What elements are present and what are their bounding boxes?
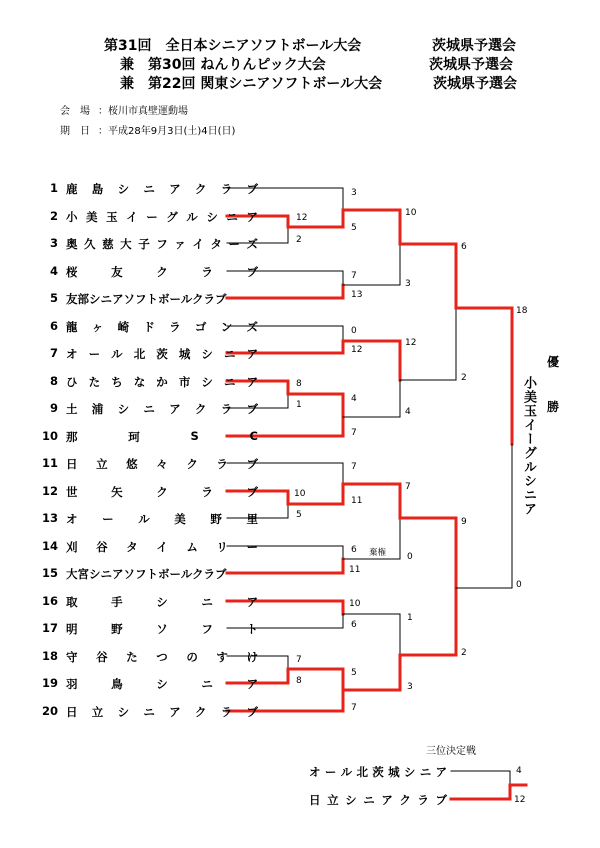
score-r2g-top: 5: [351, 668, 357, 678]
team-name: 友部シニアソフトボールクラブ: [66, 292, 227, 306]
score-r3b-bot: 4: [405, 407, 411, 417]
score-final-bot: 0: [516, 580, 522, 590]
team-name: ひ た ち な か 市 シ ニ ア: [66, 375, 258, 389]
score-final-top: 18: [516, 306, 528, 316]
score-r3d-bot: 3: [407, 682, 413, 692]
third-place-score-2: 12: [514, 795, 526, 805]
team-name: 日 立 悠 々 ク ラ ブ: [66, 457, 258, 471]
team-row-5: 5 友部シニアソフトボールクラブ: [40, 291, 230, 305]
title-line-1: 第31回 全日本シニアソフトボール大会: [104, 38, 362, 54]
title-line-1-region: 茨城県予選会: [432, 38, 516, 54]
team-row-11: 11 日 立 悠 々 ク ラ ブ: [41, 456, 258, 471]
team-name: 奥 久 慈 大 子 フ ァ イ タ ー ズ: [66, 237, 258, 251]
team-name: 土 浦 シ ニ ア ク ラ ブ: [66, 402, 258, 416]
team-row-2: 2 小 美 玉 イ ー グ ル シ ニ ア: [49, 209, 258, 224]
score-r2c-bot: 12: [351, 345, 363, 355]
score-r2a-bot: 5: [351, 223, 357, 233]
score-r2f-bot: 11: [349, 565, 361, 575]
score-g12-13-top: 10: [294, 489, 306, 499]
team-name: 日 立 シ ニ ア ク ラ ブ: [66, 705, 258, 719]
score-r3b-top: 12: [405, 338, 417, 348]
score-r2b-bot: 13: [351, 290, 363, 300]
score-r2g-bot: 7: [351, 703, 357, 713]
team-row-17: 17 明 野 ソ フ ト: [41, 621, 258, 636]
team-row-13: 13 オ ー ル 美 野 里: [41, 511, 258, 526]
score-g12-13-bot: 5: [296, 510, 302, 520]
team-row-20: 20 日 立 シ ニ ア ク ラ ブ: [41, 704, 258, 719]
date-label: 期 日: [60, 126, 90, 137]
team-row-9: 9 土 浦 シ ニ ア ク ラ ブ: [49, 401, 258, 416]
forfeit-note: 棄権: [369, 548, 387, 558]
team-name: 羽 鳥 シ ニ ア: [66, 677, 258, 691]
score-g18-19-top: 7: [296, 655, 302, 665]
third-place-team-2: 日 立 シ ニ ア ク ラ ブ: [309, 793, 447, 807]
title-line-3-region: 茨城県予選会: [433, 76, 517, 92]
team-name: オ ー ル 美 野 里: [66, 512, 258, 526]
score-r2d-top: 4: [351, 394, 357, 404]
score-g16-17-top: 10: [349, 599, 361, 609]
team-row-15: 15 大宮シニアソフトボールクラブ: [40, 566, 230, 580]
score-r2d-bot: 7: [351, 428, 357, 438]
team-name: 明 野 ソ フ ト: [66, 622, 258, 636]
score-g16-17-bot: 6: [351, 620, 357, 630]
team-name: 大宮シニアソフトボールクラブ: [66, 567, 227, 581]
score-sfa-top: 6: [461, 242, 467, 252]
team-name: 桜 友 ク ラ ブ: [66, 265, 258, 279]
team-row-12: 12 世 矢 ク ラ ブ: [41, 484, 258, 499]
score-r3c-top: 7: [405, 482, 411, 492]
score-sfb-bot: 2: [461, 648, 467, 658]
line-third-team-2: [451, 785, 510, 799]
team-name: 守 谷 た つ の す け: [66, 650, 258, 664]
team-row-18: 18 守 谷 た つ の す け: [41, 649, 258, 664]
team-row-3: 3 奥 久 慈 大 子 フ ァ イ タ ー ズ: [49, 236, 258, 251]
team-name: 那 珂 S C: [66, 429, 258, 444]
score-r2c-top: 0: [351, 326, 357, 336]
score-g2-3-bot: 2: [296, 235, 302, 245]
title-line-2-region: 茨城県予選会: [429, 57, 513, 73]
line-third-team-1: [451, 771, 510, 785]
title-line-2: 兼 第30回 ねんりんピック大会: [120, 57, 326, 73]
team-row-8: 8 ひ た ち な か 市 シ ニ ア: [49, 374, 258, 389]
team-row-10: 10 那 珂 S C: [41, 429, 258, 444]
team-name: 取 手 シ ニ ア: [66, 595, 258, 609]
team-name: 刈 谷 タ イ ム リ ー: [66, 540, 258, 554]
score-g8-9-top: 8: [296, 379, 302, 389]
team-name: 小 美 玉 イ ー グ ル シ ニ ア: [66, 210, 258, 224]
score-r3d-top: 1: [407, 613, 413, 623]
score-g8-9-bot: 1: [296, 400, 302, 410]
line-r3a-win: [400, 244, 456, 308]
third-place-team-1: オ ー ル 北 茨 城 シ ニ ア: [309, 765, 447, 779]
score-r2b-top: 7: [351, 271, 357, 281]
champion-label-2: 勝: [547, 400, 560, 414]
title-line-3: 兼 第22回 関東シニアソフトボール大会: [120, 76, 383, 92]
team-name: 鹿 島 シ ニ ア ク ラ ブ: [66, 182, 258, 196]
third-place-title: 三位決定戦: [426, 746, 476, 757]
team-row-16: 16 取 手 シ ニ ア: [41, 594, 258, 609]
score-r3c-bot: 0: [407, 552, 413, 562]
score-g18-19-bot: 8: [296, 676, 302, 686]
score-r2f-top: 6: [351, 545, 357, 555]
team-row-1: 1 鹿 島 シ ニ ア ク ラ ブ: [49, 181, 258, 196]
team-row-4: 4 桜 友 ク ラ ブ: [49, 264, 258, 279]
score-sfa-bot: 2: [461, 373, 467, 383]
score-g2-3-top: 12: [296, 213, 308, 223]
team-name: 龍 ヶ 崎 ド ラ ゴ ン ズ: [66, 320, 258, 334]
team-row-6: 6 龍 ヶ 崎 ド ラ ゴ ン ズ: [49, 319, 258, 334]
date-value: ：平成28年9月3日(土)4日(日): [98, 126, 236, 137]
score-r3a-top: 10: [405, 208, 417, 218]
team-row-7: 7 オ ー ル 北 茨 城 シ ニ ア: [49, 346, 258, 361]
champion-team: 小美玉イーグルシニア: [521, 376, 536, 516]
team-row-14: 14 刈 谷 タ イ ム リ ー: [41, 539, 258, 554]
line-sfb-lose: [456, 444, 512, 588]
team-row-19: 19 羽 鳥 シ ニ ア: [41, 676, 258, 691]
score-r2e-bot: 11: [351, 496, 363, 506]
score-r2a-top: 3: [351, 188, 357, 198]
score-sfb-top: 9: [461, 517, 467, 527]
team-name: 世 矢 ク ラ ブ: [66, 485, 258, 499]
venue-value: ：桜川市真壁運動場: [98, 106, 188, 117]
team-name: オ ー ル 北 茨 城 シ ニ ア: [66, 347, 258, 361]
third-place-score-1: 4: [516, 766, 522, 776]
score-r3a-bot: 3: [405, 279, 411, 289]
champion-label-1: 優: [547, 355, 560, 369]
score-r2e-top: 7: [351, 462, 357, 472]
venue-label: 会 場: [60, 106, 90, 117]
